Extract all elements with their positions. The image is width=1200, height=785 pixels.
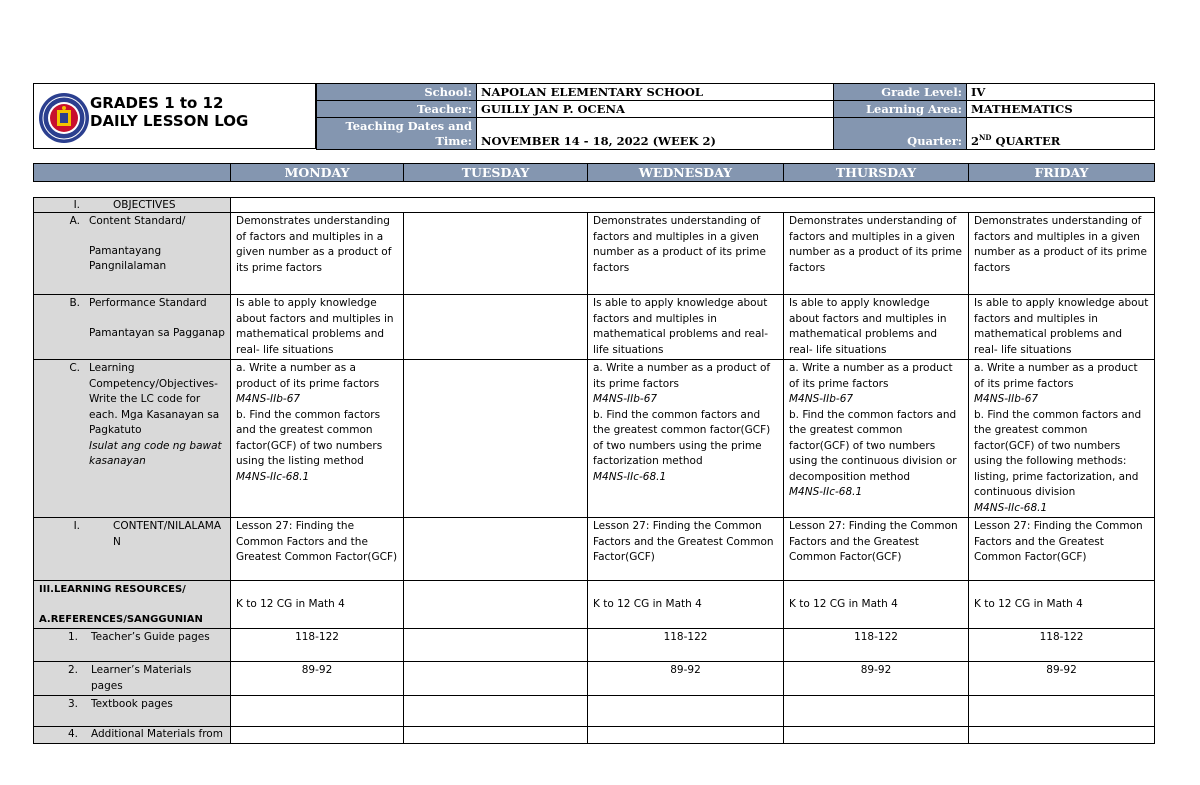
learning-competency-label-cell xyxy=(34,360,231,518)
textbook-label-cell xyxy=(34,696,231,727)
performance-standard-label: Performance Standard xyxy=(89,297,207,309)
performance-standard-wednesday: Is able to apply knowledge about factors and multiples in mathematical problems and real-life situations xyxy=(588,295,784,360)
resources-friday: K to 12 CG in Math 4 xyxy=(969,581,1155,629)
objectives-number: I. xyxy=(73,199,80,211)
content-thursday: Lesson 27: Finding the Common Factors and the Greatest Common Factor(GCF) xyxy=(784,518,969,581)
content-standard-wednesday: Demonstrates understanding of factors and multiples in a given number as a product of its prime factors xyxy=(588,213,784,295)
quarter-value xyxy=(967,118,1155,150)
deped-seal-icon xyxy=(38,92,90,144)
school-label: School: xyxy=(317,84,477,101)
lc-wednesday-b: b. Find the common factors and the greatest common factor(GCF) of two numbers using the prime factorization method xyxy=(593,408,771,467)
learning-resources-label-cell xyxy=(34,581,231,629)
content-standard-monday: Demonstrates understanding of factors and multiples in a given number as a product of its prime factors xyxy=(231,213,404,295)
teachers-guide-number: 1. xyxy=(67,631,78,643)
day-header-tuesday: TUESDAY xyxy=(404,164,588,182)
teachers-guide-thursday: 118-122 xyxy=(784,629,969,662)
performance-standard-tuesday xyxy=(404,295,588,360)
resources-monday: K to 12 CG in Math 4 xyxy=(231,581,404,629)
teaching-dates-label xyxy=(317,118,477,150)
lc-monday-b: b. Find the common factors and the greatest common factor(GCF) of two numbers using the listing method xyxy=(236,408,383,467)
day-header-friday: FRIDAY xyxy=(969,164,1155,182)
resources-thursday: K to 12 CG in Math 4 xyxy=(784,581,969,629)
additional-materials-number: 4. xyxy=(67,728,78,740)
content-label-cell xyxy=(34,518,231,581)
textbook-monday xyxy=(231,696,404,727)
content-standard-label: Content Standard/ xyxy=(89,215,186,227)
learners-materials-label: Learner’s Materials pages xyxy=(91,664,192,692)
day-header-bar xyxy=(33,163,1155,182)
teachers-guide-tuesday xyxy=(404,629,588,662)
lc-wednesday-a: a. Write a number as a product of its prime factors xyxy=(593,362,771,390)
resources-tuesday xyxy=(404,581,588,629)
lc-friday-b-code: M4NS-IIc-68.1 xyxy=(974,501,1048,514)
learning-resources-label: III.LEARNING RESOURCES/ xyxy=(39,584,186,595)
learning-competency-wednesday xyxy=(588,360,784,518)
performance-standard-friday: Is able to apply knowledge about factors and multiples in mathematical problems and real- life situations xyxy=(969,295,1155,360)
performance-standard-label-cell xyxy=(34,295,231,360)
objectives-label: OBJECTIVES xyxy=(113,199,176,211)
lc-friday-a: a. Write a number as a product of its prime factors xyxy=(974,362,1138,390)
learners-materials-thursday: 89-92 xyxy=(784,662,969,696)
additional-materials-tuesday xyxy=(404,727,588,744)
grade-level-value: IV xyxy=(967,84,1155,101)
additional-materials-row xyxy=(34,727,1155,744)
teachers-guide-label-cell xyxy=(34,629,231,662)
references-label: A.REFERENCES/SANGGUNIAN xyxy=(39,613,203,625)
lesson-log-table xyxy=(33,197,1155,744)
textbook-wednesday xyxy=(588,696,784,727)
quarter-word: QUARTER xyxy=(991,134,1061,148)
performance-standard-label-fil: Pamantayan sa Pagganap xyxy=(89,326,225,339)
teachers-guide-label: Teacher’s Guide pages xyxy=(91,631,210,643)
school-value: NAPOLAN ELEMENTARY SCHOOL xyxy=(477,84,834,101)
content-standard-row xyxy=(34,213,1155,295)
objectives-label-cell xyxy=(34,198,231,213)
teachers-guide-friday: 118-122 xyxy=(969,629,1155,662)
lc-monday-b-code: M4NS-IIc-68.1 xyxy=(236,470,310,483)
textbook-number: 3. xyxy=(67,698,78,710)
teacher-value: GUILLY JAN P. OCENA xyxy=(477,101,834,118)
textbook-friday xyxy=(969,696,1155,727)
learning-area-value: MATHEMATICS xyxy=(967,101,1155,118)
quarter-label: Quarter: xyxy=(834,118,967,150)
lc-friday-b: b. Find the common factors and the greatest common factor(GCF) of two numbers using the following methods: listing, prime factorization, and continuous division xyxy=(974,408,1142,498)
content-friday: Lesson 27: Finding the Common Factors and the Greatest Common Factor(GCF) xyxy=(969,518,1155,581)
learners-materials-friday: 89-92 xyxy=(969,662,1155,696)
learning-competency-friday xyxy=(969,360,1155,518)
performance-standard-monday: Is able to apply knowledge about factors and multiples in mathematical problems and real- life situations xyxy=(231,295,404,360)
teacher-label: Teacher: xyxy=(317,101,477,118)
teachers-guide-row xyxy=(34,629,1155,662)
content-number: I. xyxy=(73,520,80,532)
content-tuesday xyxy=(404,518,588,581)
lc-thursday-a: a. Write a number as a product of its prime factors xyxy=(789,362,953,390)
learners-materials-row xyxy=(34,662,1155,696)
learning-competency-monday xyxy=(231,360,404,518)
learners-materials-monday: 89-92 xyxy=(231,662,404,696)
content-standard-thursday: Demonstrates understanding of factors and multiples in a given number as a product of its prime factors xyxy=(784,213,969,295)
learning-competency-label: Learning Competency/Objectives- Write the LC code for each. Mga Kasanayan sa Pagkatuto xyxy=(89,362,220,436)
lc-monday-a-code: M4NS-IIb-67 xyxy=(236,393,301,405)
learning-competency-thursday xyxy=(784,360,969,518)
learning-competency-tuesday xyxy=(404,360,588,518)
additional-materials-label: Additional Materials from xyxy=(91,728,223,740)
teaching-dates-label-line1: Teaching Dates and xyxy=(345,119,472,133)
lc-friday-a-code: M4NS-IIb-67 xyxy=(974,393,1039,405)
learning-area-label: Learning Area: xyxy=(834,101,967,118)
additional-materials-wednesday xyxy=(588,727,784,744)
additional-materials-thursday xyxy=(784,727,969,744)
learners-materials-number: 2. xyxy=(67,664,78,676)
lc-thursday-b-code: M4NS-IIc-68.1 xyxy=(789,486,863,498)
header-title-block xyxy=(33,83,316,149)
textbook-row xyxy=(34,696,1155,727)
learning-competency-number: C. xyxy=(69,362,80,374)
teaching-dates-value: NOVEMBER 14 - 18, 2022 (WEEK 2) xyxy=(477,118,834,150)
content-standard-friday: Demonstrates understanding of factors and multiples in a given number as a product of its prime factors xyxy=(969,213,1155,295)
performance-standard-row xyxy=(34,295,1155,360)
content-standard-label-cell xyxy=(34,213,231,295)
resources-wednesday: K to 12 CG in Math 4 xyxy=(588,581,784,629)
lc-thursday-b: b. Find the common factors and the greatest common factor(GCF) of two numbers using the continuous division or decomposition method xyxy=(789,408,957,483)
textbook-tuesday xyxy=(404,696,588,727)
content-monday: Lesson 27: Finding the Common Factors and the Greatest Common Factor(GCF) xyxy=(231,518,404,581)
title-line-2: DAILY LESSON LOG xyxy=(90,112,249,130)
learning-competency-label-italic: Isulat ang code ng bawat kasanayan xyxy=(89,439,222,467)
lc-wednesday-a-code: M4NS-IIb-67 xyxy=(593,393,658,405)
performance-standard-number: B. xyxy=(69,297,80,309)
quarter-number: 2 xyxy=(971,134,980,148)
teaching-dates-label-line2: Time: xyxy=(435,134,472,148)
content-standard-number: A. xyxy=(69,215,80,227)
content-wednesday: Lesson 27: Finding the Common Factors and the Greatest Common Factor(GCF) xyxy=(588,518,784,581)
content-standard-label-fil-2: Pangnilalaman xyxy=(89,260,167,272)
textbook-label: Textbook pages xyxy=(91,698,173,710)
additional-materials-monday xyxy=(231,727,404,744)
learners-materials-tuesday xyxy=(404,662,588,696)
learning-competency-row xyxy=(34,360,1155,518)
content-standard-label-fil-1: Pamantayang xyxy=(89,244,162,257)
teachers-guide-monday: 118-122 xyxy=(231,629,404,662)
content-label: CONTENT/NILALAMA N xyxy=(113,520,222,548)
teachers-guide-wednesday: 118-122 xyxy=(588,629,784,662)
day-header-thursday: THURSDAY xyxy=(784,164,969,182)
day-header-blank xyxy=(34,164,231,182)
lc-thursday-a-code: M4NS-IIb-67 xyxy=(789,393,854,405)
objectives-blank xyxy=(231,198,1155,213)
textbook-thursday xyxy=(784,696,969,727)
learners-materials-label-cell xyxy=(34,662,231,696)
content-row xyxy=(34,518,1155,581)
content-standard-tuesday xyxy=(404,213,588,295)
grade-level-label: Grade Level: xyxy=(834,84,967,101)
title-line-1: GRADES 1 to 12 xyxy=(90,94,224,112)
performance-standard-thursday: Is able to apply knowledge about factors and multiples in mathematical problems and real- life situations xyxy=(784,295,969,360)
additional-materials-label-cell xyxy=(34,727,231,744)
lc-wednesday-b-code: M4NS-IIc-68.1 xyxy=(593,470,667,483)
additional-materials-friday xyxy=(969,727,1155,744)
learners-materials-wednesday: 89-92 xyxy=(588,662,784,696)
day-header-monday: MONDAY xyxy=(231,164,404,182)
quarter-superscript: ND xyxy=(979,133,992,143)
day-header-wednesday: WEDNESDAY xyxy=(588,164,784,182)
lc-monday-a: a. Write a number as a product of its prime factors xyxy=(236,362,380,390)
learning-resources-row xyxy=(34,581,1155,629)
objectives-row xyxy=(34,198,1155,213)
header-info-table xyxy=(316,83,1155,150)
